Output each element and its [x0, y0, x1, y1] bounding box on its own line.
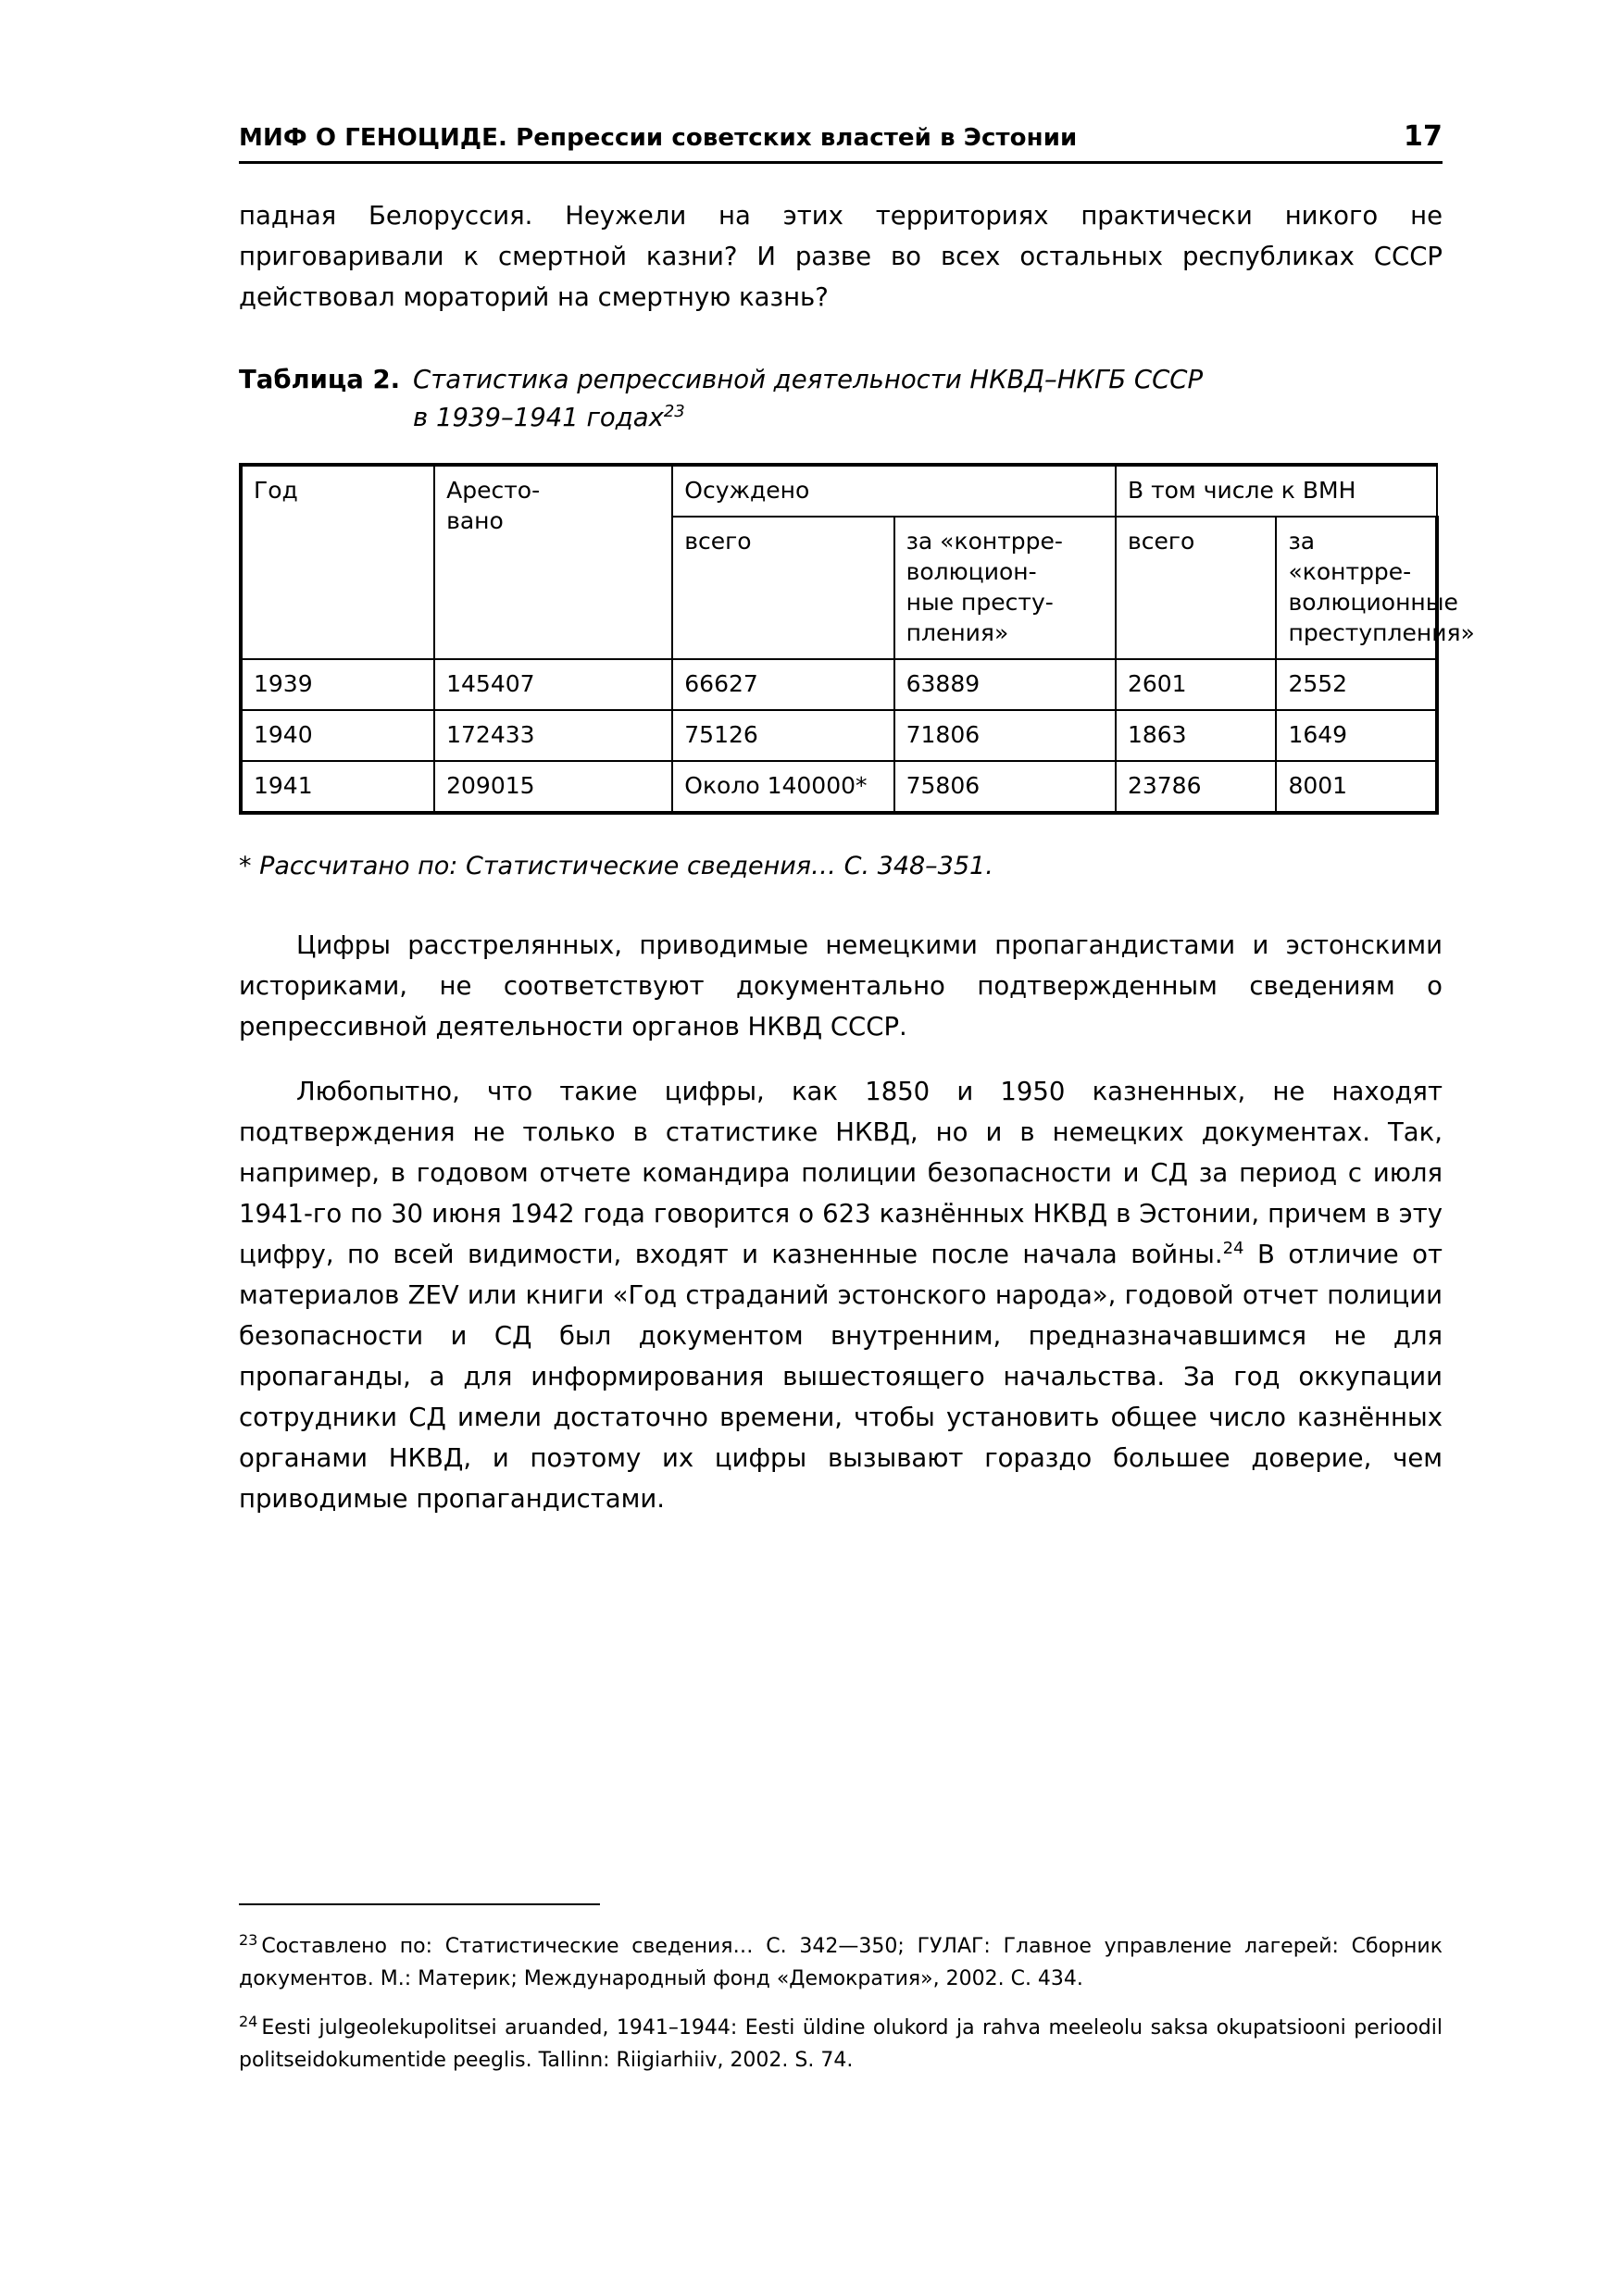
header-convicted-total: всего — [672, 517, 893, 659]
table-header-row-1 — [241, 465, 1437, 517]
table-caption-line1: Статистика репрессивной деятельности НКВД–НКГБ СССР — [413, 365, 1204, 394]
cell-vmn-counterrev: 1649 — [1276, 710, 1437, 761]
header-arrested — [434, 465, 672, 659]
paragraph-intro: падная Белоруссия. Неужели на этих территориях практически никого не приговаривали к смертной казни? И разве во всех остальных республиках СССР действовал мораторий на смертную казнь? — [239, 201, 1443, 312]
table-row — [241, 710, 1437, 761]
table-caption-label: Таблица 2. — [239, 365, 401, 394]
cell-vmn-total: 1863 — [1116, 710, 1277, 761]
header-vmn-counterrev: за «контрре- волюционные преступления» — [1276, 517, 1437, 659]
cell-arrested: 145407 — [434, 659, 672, 710]
footnote-separator — [239, 1903, 600, 1905]
statistics-table — [239, 463, 1475, 815]
header-rule — [239, 161, 1443, 164]
cell-vmn-total: 2601 — [1116, 659, 1277, 710]
header-convicted: Осуждено — [672, 465, 1116, 517]
table-note: * Рассчитано по: Статистические сведения… С. 348–351. — [239, 852, 993, 880]
page-content — [239, 120, 1475, 1519]
cell-convicted-counterrev: 75806 — [894, 761, 1116, 813]
footnote-text: Eesti julgeolekupolitsei aruanded, 1941–1944: Eesti üldine olukord ja rahva meeleolu saksa okupatsiooni perioodil politseidokumentide peeglis. Tallinn: Riigiarhiiv, 2002. S. 74. — [239, 2016, 1443, 2072]
paragraph-curious-part2: В отличие от материалов ZEV или книги «Год страданий эстонского народа», годовой отчет полиции безопасности и СД был документом внутренним, предназначавшимся не для пропаганды, а для информирования вышестоящего начальства. За год оккупации сотрудники СД имели достаточно времени, чтобы установить общее число казнённых органами НКВД, и поэтому их цифры вызывают гораздо большее доверие, чем приводимые пропагандистами. — [239, 1240, 1443, 1514]
cell-vmn-total: 23786 — [1116, 761, 1277, 813]
paragraph-curious — [239, 1071, 1443, 1519]
page-number: 17 — [1404, 120, 1443, 153]
header-year: Год — [241, 465, 434, 659]
cell-year: 1940 — [241, 710, 434, 761]
header-arrested-line1: Аресто- — [446, 477, 541, 504]
cell-convicted-counterrev: 63889 — [894, 659, 1116, 710]
footnote-text: Составлено по: Статистические сведения… С. 342—350; ГУЛАГ: Главное управление лагерей: Сборник документов. М.: Материк; Международный фонд «Демократия», 2002. С. 434. — [239, 1935, 1443, 1990]
cell-convicted-total: 66627 — [672, 659, 893, 710]
table-caption-text — [413, 361, 1203, 437]
cell-vmn-counterrev: 8001 — [1276, 761, 1437, 813]
cell-arrested: 209015 — [434, 761, 672, 813]
table-row — [241, 659, 1437, 710]
cell-convicted-total: 75126 — [672, 710, 893, 761]
footnotes — [239, 1930, 1443, 2077]
header-vmn: В том числе к ВМН — [1116, 465, 1437, 517]
table-caption — [239, 361, 1443, 437]
body-paragraphs — [239, 925, 1443, 1519]
cell-convicted-total: Около 140000* — [672, 761, 893, 813]
paragraph-curious-part1: Любопытно, что такие цифры, как 1850 и 1950 казненных, не находят подтверждения не только в статистике НКВД, но и в немецких документах. Так, например, в годовом отчете командира полиции безопасности и СД за период с июля 1941-го по 30 июня 1942 года говорится о 623 казнённых НКВД в Эстонии, причем в эту цифру, по всей видимости, входят и казненные после начала войны. — [239, 1077, 1443, 1269]
footnote-number: 23 — [239, 1930, 258, 1949]
footnote-24 — [239, 2012, 1443, 2077]
running-head-title: МИФ О ГЕНОЦИДЕ. Репрессии советских властей в Эстонии — [239, 124, 1078, 152]
cell-arrested: 172433 — [434, 710, 672, 761]
paragraph-figures: Цифры расстрелянных, приводимые немецкими пропагандистами и эстонскими историками, не соответствуют документально подтвержденным сведениям о репрессивной деятельности органов НКВД СССР. — [239, 930, 1443, 1041]
table-caption-line2: в 1939–1941 годах — [413, 403, 664, 432]
cell-vmn-counterrev: 2552 — [1276, 659, 1437, 710]
running-head — [239, 120, 1443, 153]
header-convicted-counterrev: за «контрре- волюцион- ные престу- пления» — [894, 517, 1116, 659]
cell-year: 1941 — [241, 761, 434, 813]
paragraph-footnote-ref: 24 — [1222, 1238, 1244, 1258]
cell-convicted-counterrev: 71806 — [894, 710, 1116, 761]
footnote-23 — [239, 1930, 1443, 1995]
cell-year: 1939 — [241, 659, 434, 710]
header-vmn-total: всего — [1116, 517, 1277, 659]
table-row — [241, 761, 1437, 813]
footnote-number: 24 — [239, 2012, 258, 2030]
table-caption-footnote-ref: 23 — [663, 401, 685, 421]
header-arrested-line2: вано — [446, 507, 504, 534]
